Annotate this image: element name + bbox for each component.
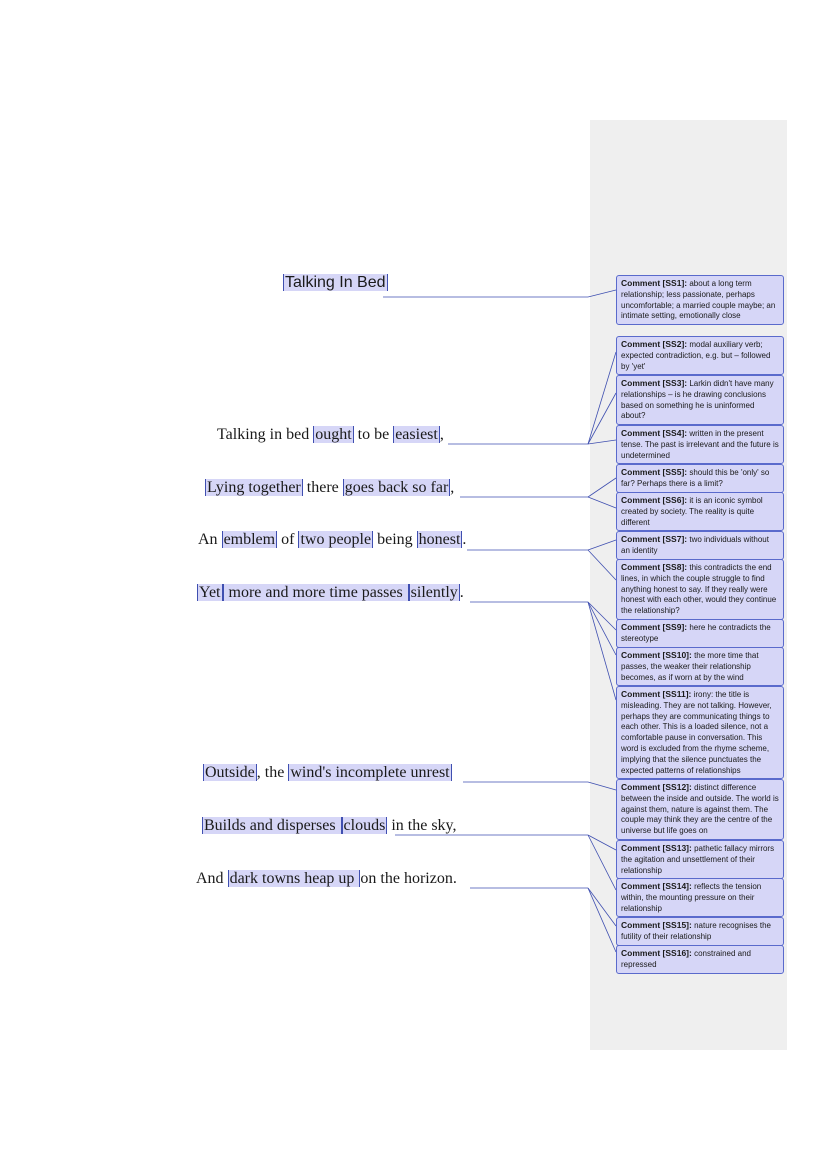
comment-text: this contradicts the end lines, in which the couple struggle to find anything honest to say. If they really were honest with each other, would they continue the relationship? (621, 563, 777, 616)
comment-label: Comment [SS13]: (621, 843, 692, 853)
comment-balloon[interactable] (616, 619, 784, 648)
poem-text: being (373, 531, 417, 548)
comment-text: should this be 'only' so far? Perhaps there is a limit? (621, 468, 770, 488)
poem-text: to be (353, 426, 394, 443)
poem-line-2 (205, 478, 454, 498)
comment-balloon[interactable] (616, 375, 784, 425)
comment-text: Larkin didn't have many relationships – is he drawing conclusions based on something he is uninformed about? (621, 379, 774, 421)
comment-balloon[interactable] (616, 531, 784, 560)
poem-text: Talking in bed (217, 426, 314, 443)
comment-balloon[interactable] (616, 492, 784, 531)
comment-balloon[interactable] (616, 686, 784, 779)
comment-balloon[interactable] (616, 336, 784, 375)
comment-text: two individuals without an identity (621, 535, 769, 555)
comment-text: here he contradicts the stereotype (621, 623, 771, 643)
comment-label: Comment [SS14]: (621, 881, 692, 891)
poem-line-5 (203, 763, 452, 783)
commented-text[interactable]: goes back so far (344, 479, 449, 496)
poem-text: , the (256, 764, 289, 781)
comment-text: distinct difference between the inside and outside. The world is against them, nature is against them. The couple may think they are the centre of the universe but life goes on (621, 783, 779, 836)
poem-title-text[interactable]: Talking In Bed (285, 274, 386, 291)
comment-label: Comment [SS5]: (621, 467, 688, 477)
poem-text: , (439, 426, 444, 443)
comment-balloon[interactable] (616, 917, 784, 946)
commented-text[interactable]: easiest (395, 426, 438, 443)
comment-text: modal auxiliary verb; expected contradiction, e.g. but – followed by 'yet' (621, 340, 771, 371)
commented-text[interactable]: clouds (343, 817, 386, 834)
poem-text: there (302, 479, 343, 496)
comment-text: pathetic fallacy mirrors the agitation and unsettlement of their relationship (621, 844, 775, 875)
comment-label: Comment [SS15]: (621, 920, 692, 930)
commented-text[interactable]: emblem (223, 531, 276, 548)
commented-text[interactable]: Outside (205, 764, 255, 781)
comment-balloon[interactable] (616, 840, 784, 879)
poem-text: And (196, 870, 228, 887)
poem-line-6 (202, 816, 457, 836)
comment-label: Comment [SS9]: (621, 622, 688, 632)
poem-text: . (459, 584, 464, 601)
poem-text: on the horizon. (360, 870, 457, 887)
comment-label: Comment [SS3]: (621, 378, 688, 388)
poem-text: An (198, 531, 222, 548)
poem-line-4 (197, 583, 464, 603)
comment-label: Comment [SS7]: (621, 534, 688, 544)
poem-text: in the sky, (387, 817, 457, 834)
comment-text: the more time that passes, the weaker their relationship becomes, as if worn at by the wind (621, 651, 759, 682)
comment-label: Comment [SS10]: (621, 650, 692, 660)
comment-balloon[interactable] (616, 425, 784, 464)
poem-text: , (450, 479, 455, 496)
comment-label: Comment [SS12]: (621, 782, 692, 792)
comment-label: Comment [SS2]: (621, 339, 688, 349)
comment-label: Comment [SS1]: (621, 278, 688, 288)
comment-text: reflects the tension within, the mounting pressure on their relationship (621, 882, 762, 913)
poem-title (283, 274, 388, 292)
comment-balloon[interactable] (616, 559, 784, 620)
comment-balloon[interactable] (616, 275, 784, 325)
poem-line-7 (196, 869, 457, 889)
comment-text: nature recognises the futility of their relationship (621, 921, 772, 941)
commented-text[interactable]: Lying together (207, 479, 301, 496)
poem-line-3 (198, 530, 466, 550)
poem-line-1 (217, 425, 444, 445)
commented-text[interactable]: wind's incomplete unrest (290, 764, 450, 781)
commented-text[interactable]: ought (315, 426, 352, 443)
commented-text[interactable]: honest (418, 531, 461, 548)
poem-text: . (462, 531, 467, 548)
comment-balloon[interactable] (616, 945, 784, 974)
comment-label: Comment [SS6]: (621, 495, 688, 505)
comment-balloon[interactable] (616, 464, 784, 493)
comment-text: written in the present tense. The past is irrelevant and the future is undetermined (621, 429, 779, 460)
commented-text[interactable]: Yet (199, 584, 221, 601)
commented-text[interactable]: two people (300, 531, 372, 548)
comment-balloon[interactable] (616, 647, 784, 686)
comment-text: constrained and repressed (621, 949, 751, 969)
comment-label: Comment [SS16]: (621, 948, 692, 958)
poem-text: of (277, 531, 299, 548)
commented-text[interactable]: silently (410, 584, 458, 601)
comment-text: about a long term relationship; less passionate, perhaps uncomfortable; a married couple maybe; an intimate setting, emotionally close (621, 279, 776, 321)
comment-label: Comment [SS4]: (621, 428, 688, 438)
commented-text[interactable]: dark towns heap up (229, 870, 359, 887)
comment-text: irony: the title is misleading. They are not talking. However, perhaps they are communicating things to each other. This is a loaded silence, not a comfortable pause in conversation. This word is excluded from the rhyme scheme, implying that the silence punctuates the expected patterns of relationships (621, 690, 772, 775)
commented-text[interactable]: Builds and disperses (204, 817, 340, 834)
commented-text[interactable]: more and more time passes (224, 584, 407, 601)
comment-label: Comment [SS11]: (621, 689, 692, 699)
comment-label: Comment [SS8]: (621, 562, 688, 572)
comment-balloon[interactable] (616, 779, 784, 840)
comment-balloon[interactable] (616, 878, 784, 917)
comment-text: it is an iconic symbol created by society. The reality is quite different (621, 496, 763, 527)
